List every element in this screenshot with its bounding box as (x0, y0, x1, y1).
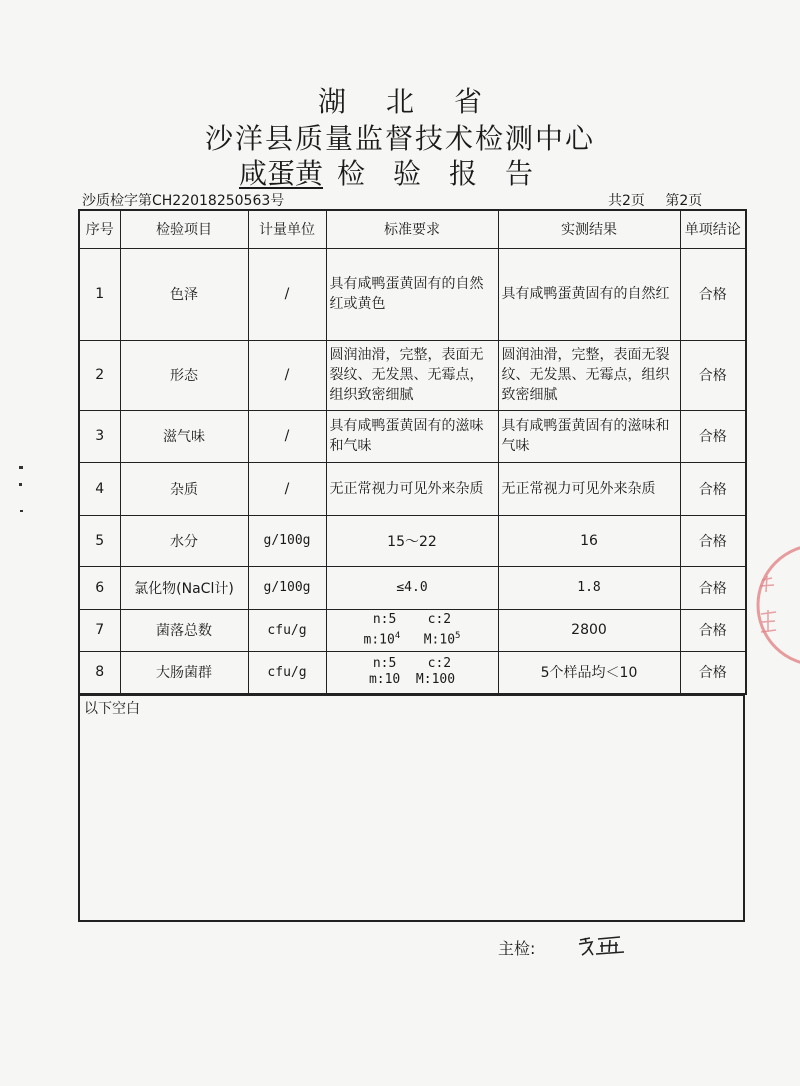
col-header-conclusion: 单项结论 (680, 210, 746, 248)
table-row (79, 609, 746, 651)
row-conclusion: 合格 (680, 248, 746, 340)
row-standard: ≤4.0 (326, 566, 498, 609)
row-unit: cfu/g (248, 609, 326, 651)
row-result: 16 (498, 515, 680, 566)
row-standard: 具有咸鸭蛋黄固有的滋味和气味 (326, 410, 498, 462)
inspector-label: 主检: (498, 939, 536, 958)
row-no: 2 (79, 340, 120, 410)
scan-mark (19, 483, 22, 486)
scan-mark (20, 510, 23, 512)
row-conclusion: 合格 (680, 651, 746, 694)
row-conclusion: 合格 (680, 462, 746, 515)
table-row (79, 651, 746, 694)
row-unit: g/100g (248, 566, 326, 609)
row-unit: cfu/g (248, 651, 326, 694)
blank-area (78, 695, 745, 922)
row-item: 菌落总数 (120, 609, 248, 651)
row-conclusion: 合格 (680, 609, 746, 651)
row-unit: / (248, 248, 326, 340)
row-result: 圆润油滑，完整，表面无裂纹、无发黑、无霉点，组织致密细腻 (498, 340, 680, 410)
standard-m-limits (330, 628, 495, 648)
row-unit: / (248, 410, 326, 462)
row-item: 杂质 (120, 462, 248, 515)
standard-m-exp: 4 (394, 630, 401, 641)
row-no: 3 (79, 410, 120, 462)
row-item: 滋气味 (120, 410, 248, 462)
table-row (79, 462, 746, 515)
row-no: 4 (79, 462, 120, 515)
province-title: 湖北省 (317, 85, 522, 118)
col-header-result: 实测结果 (498, 210, 680, 248)
inspector-signature (576, 930, 632, 960)
row-standard: 无正常视力可见外来杂质 (326, 462, 498, 515)
official-seal (748, 540, 800, 670)
standard-m: m:10 (363, 632, 395, 648)
scan-mark (19, 466, 23, 469)
inspection-table (78, 209, 747, 695)
row-result: 2800 (498, 609, 680, 651)
report-number: 沙质检字第CH22018250563号 (82, 193, 285, 209)
row-item: 水分 (120, 515, 248, 566)
row-standard: 具有咸鸭蛋黄固有的自然红或黄色 (326, 248, 498, 340)
row-standard (326, 609, 498, 651)
standard-m-limits: m:10 M:100 (368, 672, 456, 688)
row-conclusion: 合格 (680, 515, 746, 566)
standard-M-exp: 5 (455, 630, 461, 641)
row-item: 氯化物(NaCl计) (120, 566, 248, 609)
row-result: 5个样品均＜10 (498, 651, 680, 694)
row-standard (326, 651, 498, 694)
row-conclusion: 合格 (680, 340, 746, 410)
col-header-unit: 计量单位 (248, 210, 326, 248)
report-type: 检验报告 (337, 157, 562, 190)
row-unit: / (248, 462, 326, 515)
row-no: 5 (79, 515, 120, 566)
row-no: 1 (79, 248, 120, 340)
table-row (79, 340, 746, 410)
table-row (79, 566, 746, 609)
standard-M: M:10 (423, 632, 456, 648)
center-title: 沙洋县质量监督技术检测中心 (204, 122, 595, 155)
row-standard: 15～22 (326, 515, 498, 566)
page-info (608, 190, 702, 210)
blank-note: 以下空白 (84, 701, 140, 717)
report-title (0, 152, 800, 192)
row-result: 1.8 (498, 566, 680, 609)
product-name: 咸蛋黄 (238, 157, 323, 190)
row-item: 大肠菌群 (120, 651, 248, 694)
col-header-item: 检验项目 (120, 210, 248, 248)
row-unit: g/100g (248, 515, 326, 566)
row-no: 7 (79, 609, 120, 651)
table-row (79, 515, 746, 566)
standard-n-c: n:5 c:2 (372, 656, 452, 672)
row-conclusion: 合格 (680, 410, 746, 462)
col-header-standard: 标准要求 (326, 210, 498, 248)
row-item: 形态 (120, 340, 248, 410)
standard-n-c: n:5 c:2 (372, 611, 452, 627)
row-no: 6 (79, 566, 120, 609)
row-no: 8 (79, 651, 120, 694)
row-result: 具有咸鸭蛋黄固有的自然红 (498, 248, 680, 340)
row-result: 具有咸鸭蛋黄固有的滋味和气味 (498, 410, 680, 462)
total-pages: 共2页 (608, 193, 645, 209)
table-row (79, 410, 746, 462)
table-header-row (79, 210, 746, 248)
current-page: 第2页 (665, 193, 703, 209)
row-unit: / (248, 340, 326, 410)
row-conclusion: 合格 (680, 566, 746, 609)
row-result: 无正常视力可见外来杂质 (498, 462, 680, 515)
row-standard: 圆润油滑，完整，表面无裂纹、无发黑、无霉点，组织致密细腻 (326, 340, 498, 410)
row-item: 色泽 (120, 248, 248, 340)
col-header-no: 序号 (79, 210, 120, 248)
table-row (79, 248, 746, 340)
